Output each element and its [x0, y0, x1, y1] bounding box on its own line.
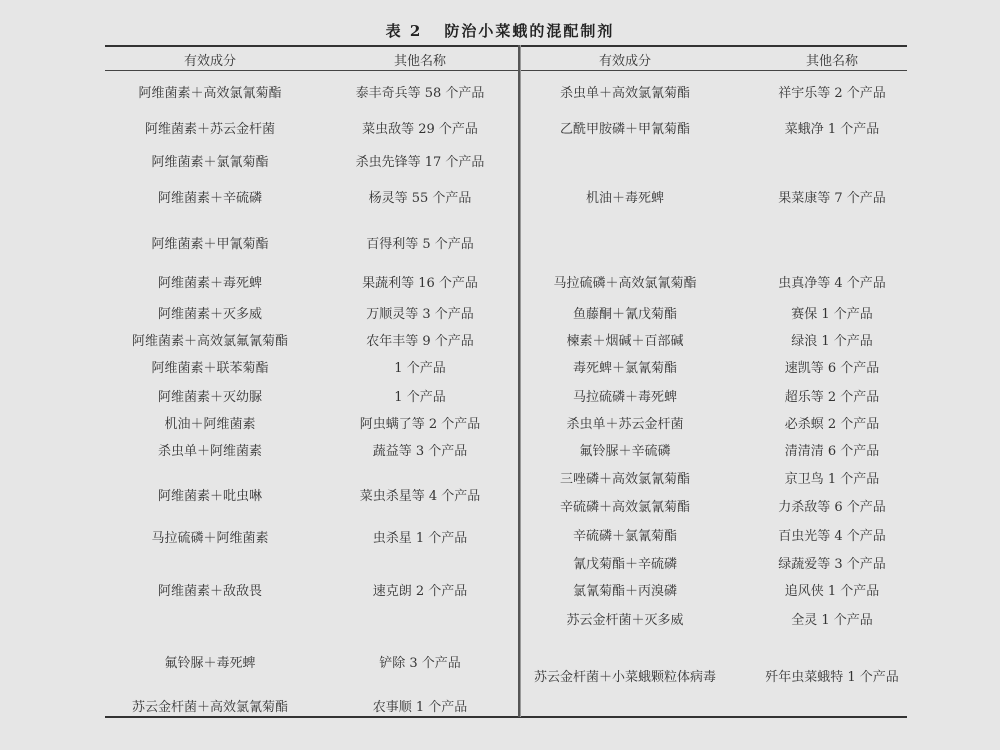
right-row-other-name: 绿浪 1 个产品 [791, 334, 873, 349]
left-row-ingredient: 阿维菌素＋氯氰菊酯 [151, 155, 269, 170]
right-row-other-name: 歼年虫菜蛾特 1 个产品 [765, 670, 899, 685]
left-row-ingredient: 马拉硫磷＋阿维菌素 [151, 531, 269, 546]
left-row-ingredient: 阿维菌素＋苏云金杆菌 [144, 122, 276, 137]
right-row-ingredient: 辛硫磷＋高效氯氰菊酯 [559, 500, 691, 515]
left-row-ingredient: 苏云金杆菌＋高效氯氰菊酯 [131, 700, 289, 715]
right-row-ingredient: 毒死蜱＋氯氰菊酯 [572, 361, 678, 376]
left-row-other-name: 杀虫先锋等 17 个产品 [355, 155, 485, 170]
left-row-other-name: 阿虫螨了等 2 个产品 [359, 417, 481, 432]
right-row-ingredient: 马拉硫磷＋高效氯氰菊酯 [553, 276, 697, 291]
left-row-ingredient: 氟铃脲＋毒死蜱 [164, 656, 256, 671]
right-row-ingredient: 三唑磷＋高效氯氰菊酯 [559, 472, 691, 487]
left-row-other-name: 杨灵等 55 个产品 [368, 191, 472, 206]
left-row-other-name: 果蔬利等 16 个产品 [362, 276, 478, 291]
right-row-other-name: 果菜康等 7 个产品 [778, 191, 886, 206]
right-row-other-name: 超乐等 2 个产品 [784, 390, 880, 405]
header-right-ingredients: 有效成分 [598, 54, 652, 69]
table-top-rule [105, 45, 907, 47]
left-row-other-name: 泰丰奇兵等 58 个产品 [355, 86, 485, 101]
right-row-other-name: 菜蛾净 1 个产品 [784, 122, 880, 137]
table-column-divider [518, 45, 521, 717]
right-row-ingredient: 杀虫单＋高效氯氰菊酯 [559, 86, 691, 101]
right-row-other-name: 京卫鸟 1 个产品 [784, 472, 880, 487]
right-row-ingredient: 杀虫单＋苏云金杆菌 [566, 417, 684, 432]
header-left-ingredients: 有效成分 [183, 54, 237, 69]
right-row-ingredient: 楝素＋烟碱＋百部碱 [566, 334, 684, 349]
right-row-other-name: 必杀螟 2 个产品 [784, 417, 880, 432]
left-row-other-name: 万顺灵等 3 个产品 [366, 307, 474, 322]
left-row-ingredient: 阿维菌素＋吡虫啉 [157, 489, 263, 504]
right-row-ingredient: 鱼藤酮＋氰戊菊酯 [572, 307, 678, 322]
left-row-ingredient: 阿维菌素＋灭幼脲 [157, 390, 263, 405]
left-row-ingredient: 阿维菌素＋灭多威 [157, 307, 263, 322]
table-bottom-rule [105, 716, 907, 718]
right-row-ingredient: 氟铃脲＋辛硫磷 [579, 444, 671, 459]
left-row-ingredient: 机油＋阿维菌素 [164, 417, 256, 432]
left-row-ingredient: 阿维菌素＋甲氰菊酯 [151, 237, 269, 252]
right-row-ingredient: 苏云金杆菌＋小菜蛾颗粒体病毒 [533, 670, 717, 685]
left-row-ingredient: 阿维菌素＋高效氯氰菊酯 [138, 86, 282, 101]
right-row-other-name: 追风侠 1 个产品 [784, 584, 880, 599]
right-row-other-name: 赛保 1 个产品 [791, 307, 873, 322]
left-row-ingredient: 阿维菌素＋高效氯氟氰菊酯 [131, 334, 289, 349]
left-row-other-name: 蔬益等 3 个产品 [372, 444, 468, 459]
right-row-other-name: 清清清 6 个产品 [784, 444, 880, 459]
table-title: 防治小菜蛾的混配制剂 [444, 22, 615, 40]
right-row-ingredient: 氯氰菊酯＋丙溴磷 [572, 584, 678, 599]
left-row-ingredient: 阿维菌素＋辛硫磷 [157, 191, 263, 206]
left-row-other-name: 农年丰等 9 个产品 [366, 334, 474, 349]
left-row-ingredient: 阿维菌素＋敌敌畏 [157, 584, 263, 599]
left-row-other-name: 铲除 3 个产品 [379, 656, 461, 671]
left-row-other-name: 农事顺 1 个产品 [372, 700, 468, 715]
header-right-other-names: 其他名称 [805, 54, 859, 69]
right-row-ingredient: 苏云金杆菌＋灭多威 [566, 613, 684, 628]
right-row-other-name: 绿蔬爱等 3 个产品 [778, 557, 886, 572]
left-row-other-name: 1 个产品 [394, 361, 446, 376]
right-row-other-name: 速凯等 6 个产品 [784, 361, 880, 376]
left-row-other-name: 虫杀星 1 个产品 [372, 531, 468, 546]
left-row-ingredient: 杀虫单＋阿维菌素 [157, 444, 263, 459]
right-row-ingredient: 氰戊菊酯＋辛硫磷 [572, 557, 678, 572]
left-row-other-name: 百得利等 5 个产品 [366, 237, 474, 252]
right-row-ingredient: 乙酰甲胺磷＋甲氰菊酯 [559, 122, 691, 137]
right-row-other-name: 百虫光等 4 个产品 [778, 529, 886, 544]
header-left-other-names: 其他名称 [393, 54, 447, 69]
table-caption [0, 20, 1000, 41]
left-row-other-name: 速克朗 2 个产品 [372, 584, 468, 599]
right-row-ingredient: 机油＋毒死蜱 [585, 191, 665, 206]
left-row-other-name: 菜虫杀星等 4 个产品 [359, 489, 481, 504]
left-row-ingredient: 阿维菌素＋毒死蜱 [157, 276, 263, 291]
right-row-other-name: 全灵 1 个产品 [791, 613, 873, 628]
right-row-other-name: 虫真净等 4 个产品 [778, 276, 886, 291]
table-header-rule [105, 70, 907, 71]
left-row-ingredient: 阿维菌素＋联苯菊酯 [151, 361, 269, 376]
right-row-other-name: 力杀敌等 6 个产品 [778, 500, 886, 515]
table-number: 表 2 [385, 22, 423, 40]
left-row-other-name: 菜虫敌等 29 个产品 [362, 122, 478, 137]
left-row-other-name: 1 个产品 [394, 390, 446, 405]
right-row-ingredient: 马拉硫磷＋毒死蜱 [572, 390, 678, 405]
right-row-other-name: 祥宇乐等 2 个产品 [778, 86, 886, 101]
right-row-ingredient: 辛硫磷＋氯氰菊酯 [572, 529, 678, 544]
